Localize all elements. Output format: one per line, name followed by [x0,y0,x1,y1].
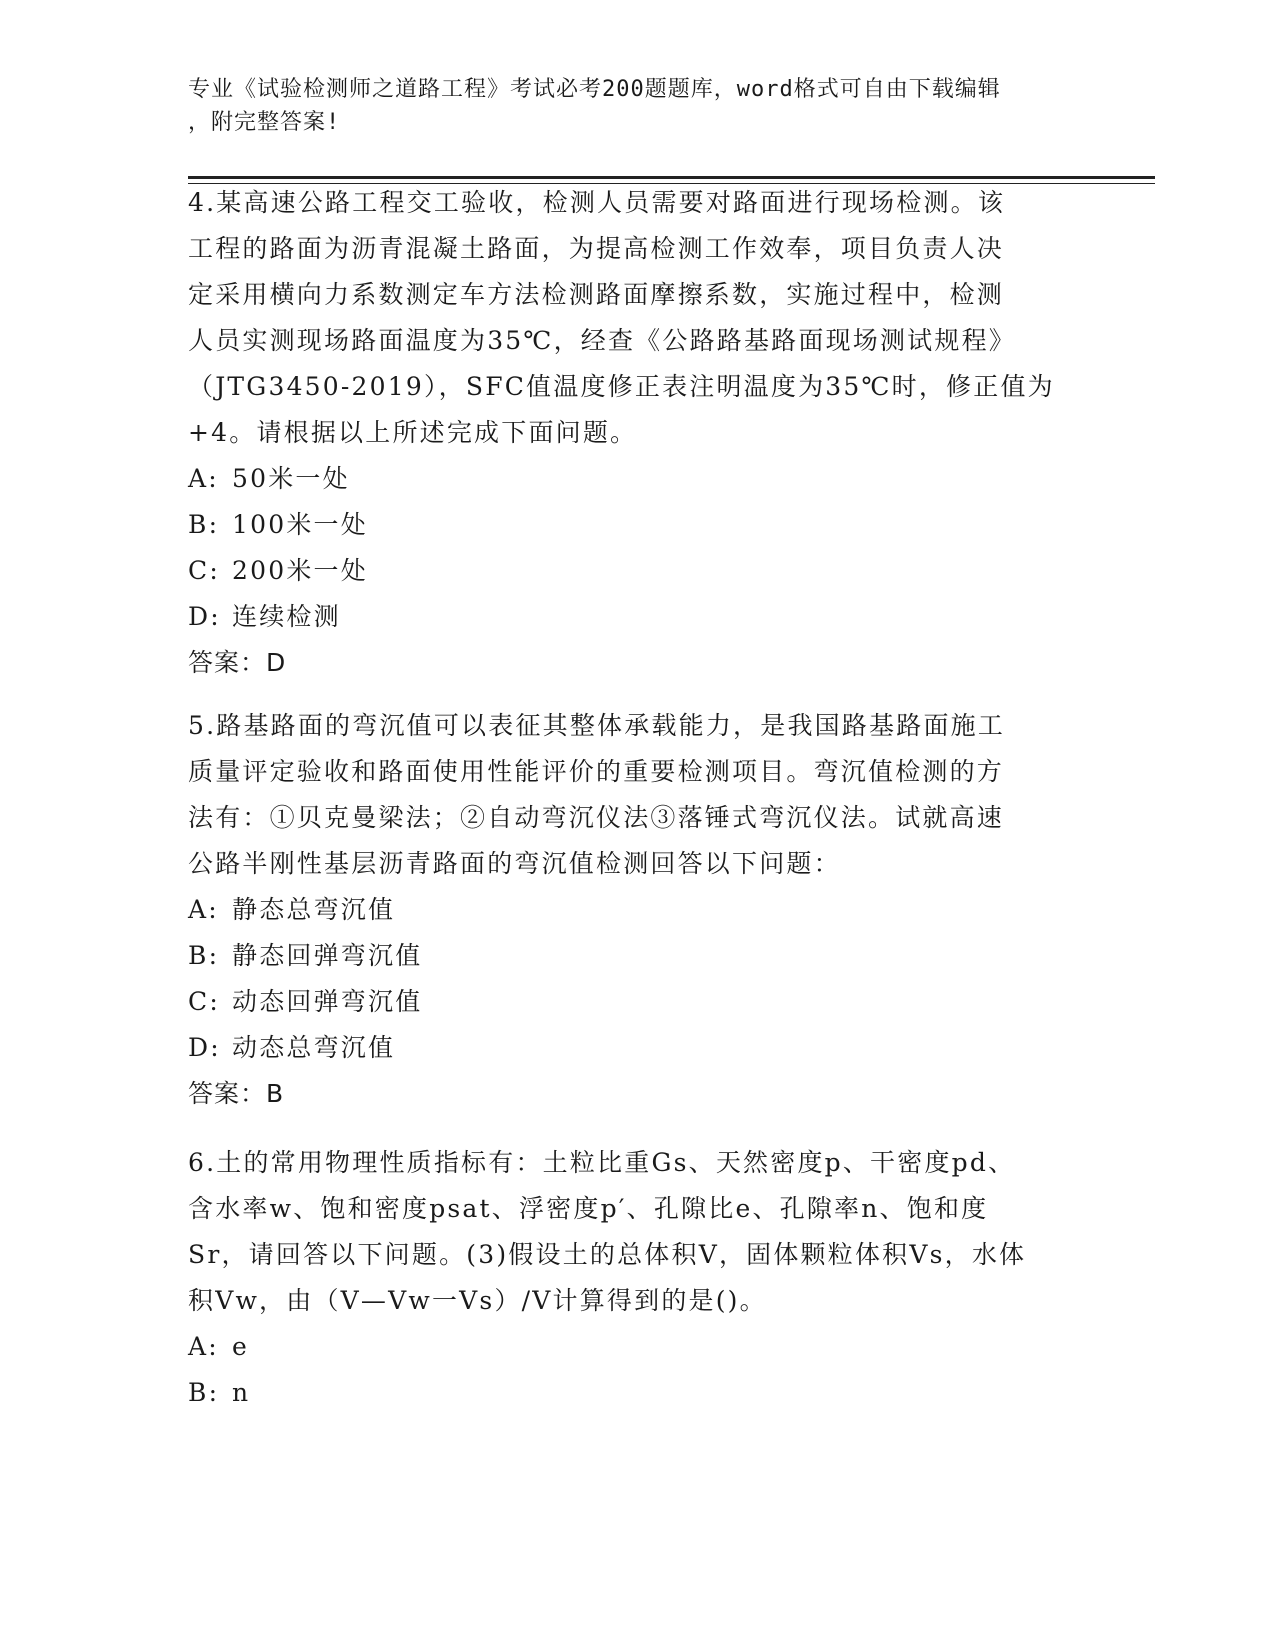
option-text: 连续检测 [232,602,341,631]
option-d [188,594,1068,640]
document-header [188,73,1088,139]
question-stem [188,703,1068,887]
option-c [188,548,1068,594]
question-stem-line: 人员实测现场路面温度为35℃，经查《公路路基路面现场测试规程》 [188,326,1016,355]
option-text: 静态回弹弯沉值 [232,941,423,970]
option-b [188,933,1068,979]
option-text: 静态总弯沉值 [232,895,396,924]
question-stem-line: Sr，请回答以下问题。(3)假设土的总体积V，固体颗粒体积Vs，水体 [188,1240,1027,1269]
option-b [188,502,1068,548]
option-key: B: [188,1378,220,1407]
option-key: D: [188,1033,221,1062]
question-stem-line: 积Vw，由（V—Vw一Vs）/V计算得到的是()。 [188,1286,767,1315]
option-d [188,1025,1068,1071]
option-key: C: [188,987,220,1016]
option-text: 100米一处 [232,510,368,539]
header-title-line-2: ，附完整答案! [188,110,341,135]
question-stem-line: 法有：①贝克曼梁法；②自动弯沉仪法③落锤式弯沉仪法。试就高速 [188,803,1005,832]
option-key: A: [188,895,219,924]
header-title-line-1: 专业《试验检测师之道路工程》考试必考200题题库，word格式可自由下载编辑 [188,77,1001,102]
question-stem [188,180,1068,456]
option-text: e [232,1332,249,1361]
question-stem-line: 5.路基路面的弯沉值可以表征其整体承载能力，是我国路基路面施工 [188,711,1006,740]
answer-line: 答案：D [188,648,287,677]
option-b [188,1370,1068,1416]
answer-line: 答案：B [188,1079,285,1108]
option-text: 动态总弯沉值 [232,1033,396,1062]
question-block-6 [188,1140,1068,1416]
question-stem-line: 质量评定验收和路面使用性能评价的重要检测项目。弯沉值检测的方 [188,757,1005,786]
option-text: 50米一处 [232,464,350,493]
option-key: A: [188,464,219,493]
question-block-4 [188,180,1068,686]
question-stem [188,1140,1068,1324]
question-stem-line: +4。请根据以上所述完成下面问题。 [188,418,638,447]
option-key: C: [188,556,220,585]
option-c [188,979,1068,1025]
question-stem-line: 公路半刚性基层沥青路面的弯沉值检测回答以下问题： [188,849,841,878]
option-key: A: [188,1332,219,1361]
question-stem-line: （JTG3450-2019），SFC值温度修正表注明温度为35℃时，修正值为 [188,372,1055,401]
question-stem-line: 4.某高速公路工程交工验收，检测人员需要对路面进行现场检测。该 [188,188,1006,217]
question-stem-line: 工程的路面为沥青混凝土路面，为提高检测工作效奉，项目负责人决 [188,234,1005,263]
option-text: n [232,1378,251,1407]
option-key: D: [188,602,221,631]
question-stem-line: 定采用横向力系数测定车方法检测路面摩擦系数，实施过程中，检测 [188,280,1005,309]
option-text: 200米一处 [232,556,368,585]
option-key: B: [188,941,220,970]
option-a [188,887,1068,933]
question-stem-line: 含水率w、饱和密度psat、浮密度p′、孔隙比e、孔隙率n、饱和度 [188,1194,989,1223]
option-a [188,1324,1068,1370]
option-text: 动态回弹弯沉值 [232,987,423,1016]
option-key: B: [188,510,220,539]
header-divider-thick [188,176,1155,179]
question-block-5 [188,703,1068,1117]
option-a [188,456,1068,502]
question-stem-line: 6.土的常用物理性质指标有：土粒比重Gs、天然密度p、干密度pd、 [188,1148,1016,1177]
